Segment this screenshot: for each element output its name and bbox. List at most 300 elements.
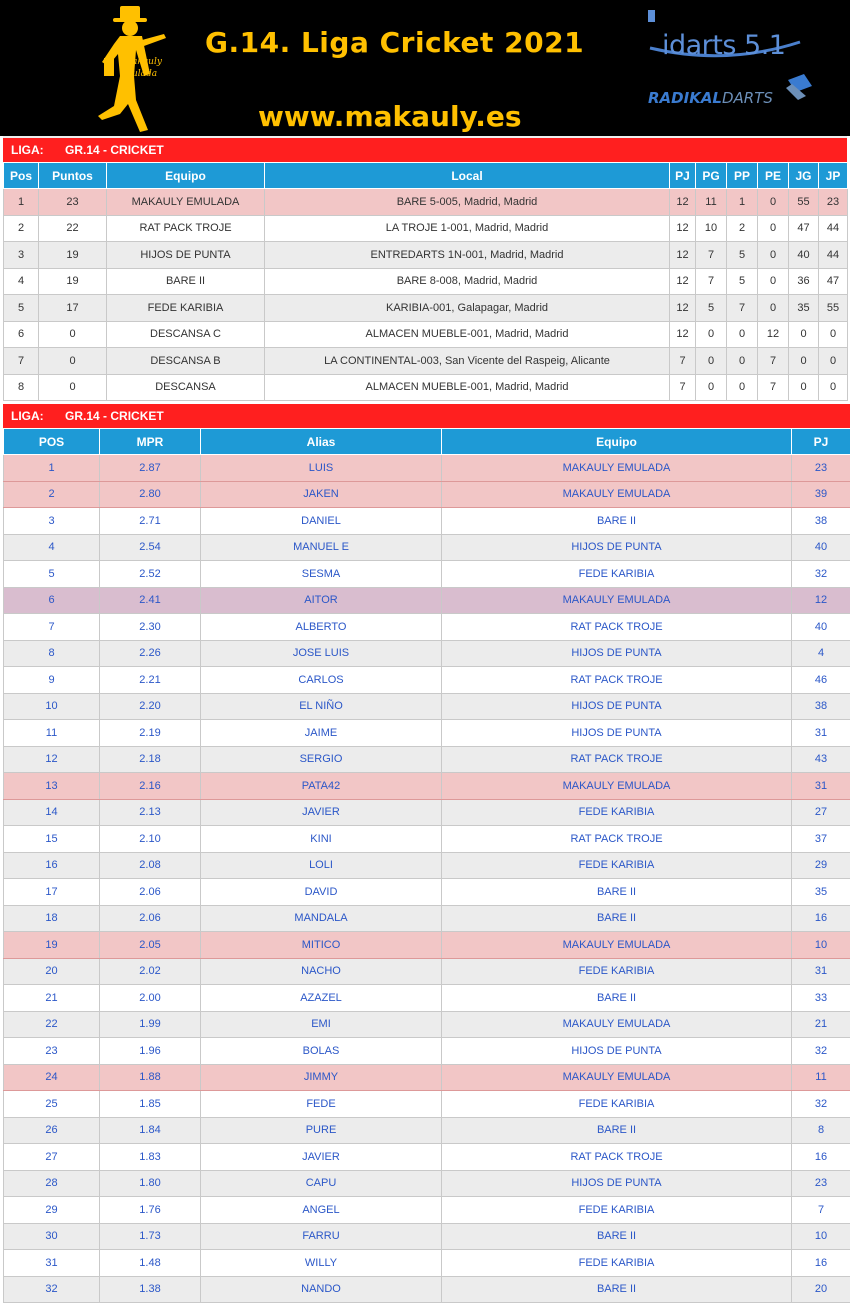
player-cell[interactable]: ALBERTO: [201, 614, 442, 641]
standings-cell: 0: [39, 348, 107, 375]
player-cell: 31: [792, 720, 850, 747]
player-cell: 1.84: [100, 1117, 201, 1144]
standings-cell: 0: [758, 215, 789, 242]
player-cell[interactable]: JAVIER: [201, 1144, 442, 1171]
radikal-brand-text: RADIKALDARTS: [648, 89, 773, 107]
standings-cell: 1: [727, 189, 758, 216]
liga-label-2: LIGA:: [11, 409, 44, 423]
player-cell: 26: [4, 1117, 100, 1144]
liga-bar-2: [3, 404, 850, 428]
standings-cell: 12: [670, 295, 696, 322]
standings-cell: RAT PACK TROJE: [107, 215, 265, 242]
mpr-table: [3, 428, 850, 1303]
player-cell: MAKAULY EMULADA: [442, 481, 792, 508]
column-header[interactable]: Pos: [4, 163, 39, 189]
player-cell: 2.19: [100, 720, 201, 747]
player-cell: 10: [792, 1223, 850, 1250]
player-cell[interactable]: FARRU: [201, 1223, 442, 1250]
player-cell: RAT PACK TROJE: [442, 614, 792, 641]
player-cell[interactable]: PURE: [201, 1117, 442, 1144]
player-cell: 1.76: [100, 1197, 201, 1224]
player-cell[interactable]: WILLY: [201, 1250, 442, 1277]
player-cell: 33: [792, 985, 850, 1012]
player-cell: 43: [792, 746, 850, 773]
standings-cell: ENTREDARTS 1N-001, Madrid, Madrid: [265, 242, 670, 269]
player-cell: 13: [4, 773, 100, 800]
standings-row: [4, 215, 848, 242]
player-row: [4, 720, 850, 747]
player-cell[interactable]: EL NIÑO: [201, 693, 442, 720]
standings-cell: 12: [670, 268, 696, 295]
standings-cell: 5: [4, 295, 39, 322]
player-cell: 31: [792, 773, 850, 800]
player-cell: HIJOS DE PUNTA: [442, 1170, 792, 1197]
radikal-darts-logo: [648, 74, 818, 114]
standings-cell: HIJOS DE PUNTA: [107, 242, 265, 269]
player-row: [4, 667, 850, 694]
player-cell: HIJOS DE PUNTA: [442, 534, 792, 561]
player-row: [4, 561, 850, 588]
player-cell: HIJOS DE PUNTA: [442, 720, 792, 747]
player-cell[interactable]: AZAZEL: [201, 985, 442, 1012]
player-cell: 2.06: [100, 905, 201, 932]
player-row: [4, 1197, 850, 1224]
player-cell: MAKAULY EMULADA: [442, 587, 792, 614]
column-header[interactable]: Alias: [201, 429, 442, 455]
player-cell: 1.38: [100, 1276, 201, 1303]
player-cell: 32: [792, 1091, 850, 1118]
website-link[interactable]: www.makauly.es: [258, 100, 522, 133]
player-cell: HIJOS DE PUNTA: [442, 693, 792, 720]
player-cell: BARE II: [442, 1117, 792, 1144]
player-cell[interactable]: JAVIER: [201, 799, 442, 826]
standings-cell: 0: [789, 374, 819, 401]
player-cell: 19: [4, 932, 100, 959]
standings-row: [4, 374, 848, 401]
player-cell: RAT PACK TROJE: [442, 667, 792, 694]
standings-cell: 44: [819, 215, 848, 242]
player-row: [4, 905, 850, 932]
player-cell: 20: [4, 958, 100, 985]
player-cell: 17: [4, 879, 100, 906]
player-cell: 3: [4, 508, 100, 535]
standings-cell: DESCANSA C: [107, 321, 265, 348]
player-cell: BARE II: [442, 905, 792, 932]
player-cell[interactable]: AITOR: [201, 587, 442, 614]
standings-cell: 8: [4, 374, 39, 401]
player-row: [4, 852, 850, 879]
player-cell: FEDE KARIBIA: [442, 852, 792, 879]
player-cell: 1.73: [100, 1223, 201, 1250]
mpr-section: [3, 404, 850, 1303]
svg-text:ulada: ulada: [132, 69, 158, 79]
liga-label: LIGA:: [11, 143, 44, 157]
svg-text:akauly: akauly: [132, 57, 162, 67]
player-cell: 1.88: [100, 1064, 201, 1091]
player-cell: 2.20: [100, 693, 201, 720]
standings-cell: 47: [789, 215, 819, 242]
standings-cell: BARE II: [107, 268, 265, 295]
standings-cell: 0: [39, 374, 107, 401]
player-row: [4, 481, 850, 508]
standings-cell: 7: [4, 348, 39, 375]
player-cell[interactable]: DAVID: [201, 879, 442, 906]
standings-cell: 0: [758, 189, 789, 216]
player-cell[interactable]: SESMA: [201, 561, 442, 588]
player-row: [4, 773, 850, 800]
player-cell: FEDE KARIBIA: [442, 1197, 792, 1224]
player-cell: 38: [792, 508, 850, 535]
standings-cell: 5: [696, 295, 727, 322]
player-row: [4, 1170, 850, 1197]
player-cell: 24: [4, 1064, 100, 1091]
standings-cell: MAKAULY EMULADA: [107, 189, 265, 216]
player-cell: 16: [792, 1250, 850, 1277]
player-cell: 16: [792, 905, 850, 932]
player-cell: 2.71: [100, 508, 201, 535]
column-header[interactable]: PP: [727, 163, 758, 189]
player-cell: 23: [792, 455, 850, 482]
player-cell[interactable]: JAIME: [201, 720, 442, 747]
player-cell: 37: [792, 826, 850, 853]
player-cell: 16: [4, 852, 100, 879]
player-cell[interactable]: MITICO: [201, 932, 442, 959]
player-cell: 21: [792, 1011, 850, 1038]
player-cell: 1.83: [100, 1144, 201, 1171]
player-row: [4, 1276, 850, 1303]
standings-cell: 5: [727, 242, 758, 269]
player-cell[interactable]: CARLOS: [201, 667, 442, 694]
player-cell: BARE II: [442, 1276, 792, 1303]
player-cell: 27: [4, 1144, 100, 1171]
player-cell: RAT PACK TROJE: [442, 1144, 792, 1171]
column-header[interactable]: POS: [4, 429, 100, 455]
player-row: [4, 534, 850, 561]
player-cell: 31: [792, 958, 850, 985]
standings-row: [4, 295, 848, 322]
page-title: G.14. Liga Cricket 2021: [205, 26, 585, 59]
player-cell: BARE II: [442, 1223, 792, 1250]
standings-header-row: [4, 163, 848, 189]
player-cell: 39: [792, 481, 850, 508]
standings-cell: 4: [4, 268, 39, 295]
standings-cell: BARE 8-008, Madrid, Madrid: [265, 268, 670, 295]
player-cell: 32: [792, 561, 850, 588]
player-cell[interactable]: EMI: [201, 1011, 442, 1038]
standings-cell: 3: [4, 242, 39, 269]
player-cell: 18: [4, 905, 100, 932]
column-header[interactable]: PJ: [670, 163, 696, 189]
player-cell: 2: [4, 481, 100, 508]
standings-cell: 0: [819, 374, 848, 401]
player-cell[interactable]: DANIEL: [201, 508, 442, 535]
standings-cell: DESCANSA: [107, 374, 265, 401]
player-cell: 2.54: [100, 534, 201, 561]
standings-cell: 12: [670, 321, 696, 348]
standings-cell: 0: [758, 242, 789, 269]
column-header[interactable]: Local: [265, 163, 670, 189]
player-cell: 2.08: [100, 852, 201, 879]
standings-section: [3, 136, 847, 401]
player-cell: 1.85: [100, 1091, 201, 1118]
idarts-logo: [646, 4, 806, 62]
player-row: [4, 1250, 850, 1277]
player-cell: 8: [792, 1117, 850, 1144]
player-cell: 16: [792, 1144, 850, 1171]
player-cell: HIJOS DE PUNTA: [442, 640, 792, 667]
standings-cell: 0: [727, 374, 758, 401]
player-cell: 12: [4, 746, 100, 773]
standings-cell: 7: [670, 374, 696, 401]
player-cell[interactable]: FEDE: [201, 1091, 442, 1118]
player-cell: FEDE KARIBIA: [442, 958, 792, 985]
player-cell: 21: [4, 985, 100, 1012]
player-cell: FEDE KARIBIA: [442, 1250, 792, 1277]
standings-cell: 44: [819, 242, 848, 269]
standings-cell: 6: [4, 321, 39, 348]
player-row: [4, 985, 850, 1012]
player-cell: FEDE KARIBIA: [442, 799, 792, 826]
standings-cell: 7: [727, 295, 758, 322]
player-cell: 2.30: [100, 614, 201, 641]
player-row: [4, 1117, 850, 1144]
player-cell[interactable]: JIMMY: [201, 1064, 442, 1091]
player-cell: 12: [792, 587, 850, 614]
standings-cell: 2: [4, 215, 39, 242]
player-cell: 40: [792, 534, 850, 561]
player-cell[interactable]: CAPU: [201, 1170, 442, 1197]
standings-row: [4, 268, 848, 295]
column-header[interactable]: MPR: [100, 429, 201, 455]
player-cell: 25: [4, 1091, 100, 1118]
player-cell: BARE II: [442, 985, 792, 1012]
player-row: [4, 1144, 850, 1171]
standings-cell: 0: [727, 348, 758, 375]
player-row: [4, 614, 850, 641]
player-cell[interactable]: PATA42: [201, 773, 442, 800]
player-cell[interactable]: MANDALA: [201, 905, 442, 932]
player-cell: MAKAULY EMULADA: [442, 932, 792, 959]
player-cell: 28: [4, 1170, 100, 1197]
player-cell[interactable]: MANUEL E: [201, 534, 442, 561]
player-cell: FEDE KARIBIA: [442, 1091, 792, 1118]
player-cell: 40: [792, 614, 850, 641]
player-cell: 38: [792, 693, 850, 720]
liga-bar: [3, 138, 847, 162]
player-row: [4, 1091, 850, 1118]
player-cell: 2.02: [100, 958, 201, 985]
standings-cell: 23: [819, 189, 848, 216]
player-row: [4, 932, 850, 959]
player-cell: 30: [4, 1223, 100, 1250]
column-header[interactable]: PG: [696, 163, 727, 189]
player-cell: MAKAULY EMULADA: [442, 1011, 792, 1038]
standings-cell: 12: [758, 321, 789, 348]
player-cell: RAT PACK TROJE: [442, 746, 792, 773]
player-cell: 10: [4, 693, 100, 720]
player-cell: 1.80: [100, 1170, 201, 1197]
standings-cell: 0: [696, 374, 727, 401]
standings-cell: FEDE KARIBIA: [107, 295, 265, 322]
player-cell: MAKAULY EMULADA: [442, 773, 792, 800]
standings-cell: 12: [670, 189, 696, 216]
player-cell: 32: [4, 1276, 100, 1303]
player-cell: RAT PACK TROJE: [442, 826, 792, 853]
player-cell: 2.05: [100, 932, 201, 959]
player-row: [4, 455, 850, 482]
player-cell: 2.87: [100, 455, 201, 482]
standings-cell: 12: [670, 242, 696, 269]
column-header[interactable]: JG: [789, 163, 819, 189]
standings-cell: 0: [819, 348, 848, 375]
standings-cell: KARIBIA-001, Galapagar, Madrid: [265, 295, 670, 322]
player-row: [4, 1223, 850, 1250]
standings-cell: 11: [696, 189, 727, 216]
standings-cell: 0: [789, 348, 819, 375]
player-cell[interactable]: ANGEL: [201, 1197, 442, 1224]
standings-cell: 0: [39, 321, 107, 348]
player-row: [4, 1064, 850, 1091]
standings-cell: BARE 5-005, Madrid, Madrid: [265, 189, 670, 216]
player-cell: 2.41: [100, 587, 201, 614]
standings-cell: 1: [4, 189, 39, 216]
player-cell: 2.13: [100, 799, 201, 826]
player-row: [4, 879, 850, 906]
column-header[interactable]: PE: [758, 163, 789, 189]
player-cell: 2.06: [100, 879, 201, 906]
player-cell: 2.21: [100, 667, 201, 694]
player-cell[interactable]: NACHO: [201, 958, 442, 985]
player-cell[interactable]: SERGIO: [201, 746, 442, 773]
player-cell: BARE II: [442, 879, 792, 906]
player-cell[interactable]: BOLAS: [201, 1038, 442, 1065]
player-cell: 2.16: [100, 773, 201, 800]
player-cell: 2.52: [100, 561, 201, 588]
player-cell[interactable]: KINI: [201, 826, 442, 853]
player-cell: 15: [4, 826, 100, 853]
column-header[interactable]: Puntos: [39, 163, 107, 189]
column-header[interactable]: Equipo: [107, 163, 265, 189]
player-cell: 11: [792, 1064, 850, 1091]
standings-cell: 0: [696, 348, 727, 375]
standings-cell: 36: [789, 268, 819, 295]
standings-cell: 7: [758, 374, 789, 401]
standings-cell: 0: [789, 321, 819, 348]
standings-cell: DESCANSA B: [107, 348, 265, 375]
player-cell: 4: [4, 534, 100, 561]
player-cell: 2.10: [100, 826, 201, 853]
player-cell: 22: [4, 1011, 100, 1038]
standings-cell: LA TROJE 1-001, Madrid, Madrid: [265, 215, 670, 242]
standings-cell: 5: [727, 268, 758, 295]
standings-cell: ALMACEN MUEBLE-001, Madrid, Madrid: [265, 374, 670, 401]
standings-row: [4, 348, 848, 375]
player-cell[interactable]: JOSE LUIS: [201, 640, 442, 667]
standings-cell: 19: [39, 268, 107, 295]
player-cell[interactable]: JAKEN: [201, 481, 442, 508]
column-header[interactable]: PJ: [792, 429, 850, 455]
liga-name-2: GR.14 - CRICKET: [65, 409, 164, 423]
player-cell: 9: [4, 667, 100, 694]
player-cell[interactable]: LOLI: [201, 852, 442, 879]
standings-cell: ALMACEN MUEBLE-001, Madrid, Madrid: [265, 321, 670, 348]
player-cell: 2.00: [100, 985, 201, 1012]
player-cell: HIJOS DE PUNTA: [442, 1038, 792, 1065]
idarts-brand-text: idarts 5.1: [662, 30, 786, 61]
player-cell[interactable]: NANDO: [201, 1276, 442, 1303]
top-hat-gentleman-logo: [80, 4, 170, 134]
player-row: [4, 826, 850, 853]
player-cell: 1: [4, 455, 100, 482]
player-cell: 20: [792, 1276, 850, 1303]
player-cell: 29: [4, 1197, 100, 1224]
player-cell: 23: [792, 1170, 850, 1197]
mpr-header-row: [4, 429, 850, 455]
player-cell: MAKAULY EMULADA: [442, 455, 792, 482]
standings-cell: 0: [696, 321, 727, 348]
standings-cell: 2: [727, 215, 758, 242]
player-row: [4, 1011, 850, 1038]
player-cell: 29: [792, 852, 850, 879]
standings-cell: LA CONTINENTAL-003, San Vicente del Raspeig, Alicante: [265, 348, 670, 375]
liga-name: GR.14 - CRICKET: [65, 143, 164, 157]
player-cell: 5: [4, 561, 100, 588]
player-cell: 11: [4, 720, 100, 747]
player-cell[interactable]: LUIS: [201, 455, 442, 482]
player-cell: 2.26: [100, 640, 201, 667]
player-cell: 4: [792, 640, 850, 667]
standings-cell: 22: [39, 215, 107, 242]
standings-cell: 23: [39, 189, 107, 216]
standings-row: [4, 321, 848, 348]
player-cell: 1.99: [100, 1011, 201, 1038]
player-cell: 27: [792, 799, 850, 826]
column-header[interactable]: Equipo: [442, 429, 792, 455]
standings-cell: 17: [39, 295, 107, 322]
player-row: [4, 958, 850, 985]
column-header[interactable]: JP: [819, 163, 848, 189]
standings-cell: 47: [819, 268, 848, 295]
standings-row: [4, 242, 848, 269]
standings-cell: 12: [670, 215, 696, 242]
player-cell: 32: [792, 1038, 850, 1065]
standings-cell: 40: [789, 242, 819, 269]
standings-cell: 7: [670, 348, 696, 375]
player-row: [4, 746, 850, 773]
player-row: [4, 640, 850, 667]
player-cell: 35: [792, 879, 850, 906]
player-row: [4, 587, 850, 614]
standings-cell: 35: [789, 295, 819, 322]
player-row: [4, 1038, 850, 1065]
player-cell: 23: [4, 1038, 100, 1065]
player-cell: 46: [792, 667, 850, 694]
standings-cell: 0: [758, 295, 789, 322]
standings-cell: 7: [758, 348, 789, 375]
player-cell: 2.80: [100, 481, 201, 508]
player-cell: BARE II: [442, 508, 792, 535]
player-cell: 2.18: [100, 746, 201, 773]
player-cell: 31: [4, 1250, 100, 1277]
standings-row: [4, 189, 848, 216]
player-row: [4, 693, 850, 720]
standings-cell: 55: [789, 189, 819, 216]
player-row: [4, 508, 850, 535]
standings-cell: 7: [696, 268, 727, 295]
standings-cell: 0: [727, 321, 758, 348]
player-cell: 8: [4, 640, 100, 667]
player-cell: 7: [792, 1197, 850, 1224]
